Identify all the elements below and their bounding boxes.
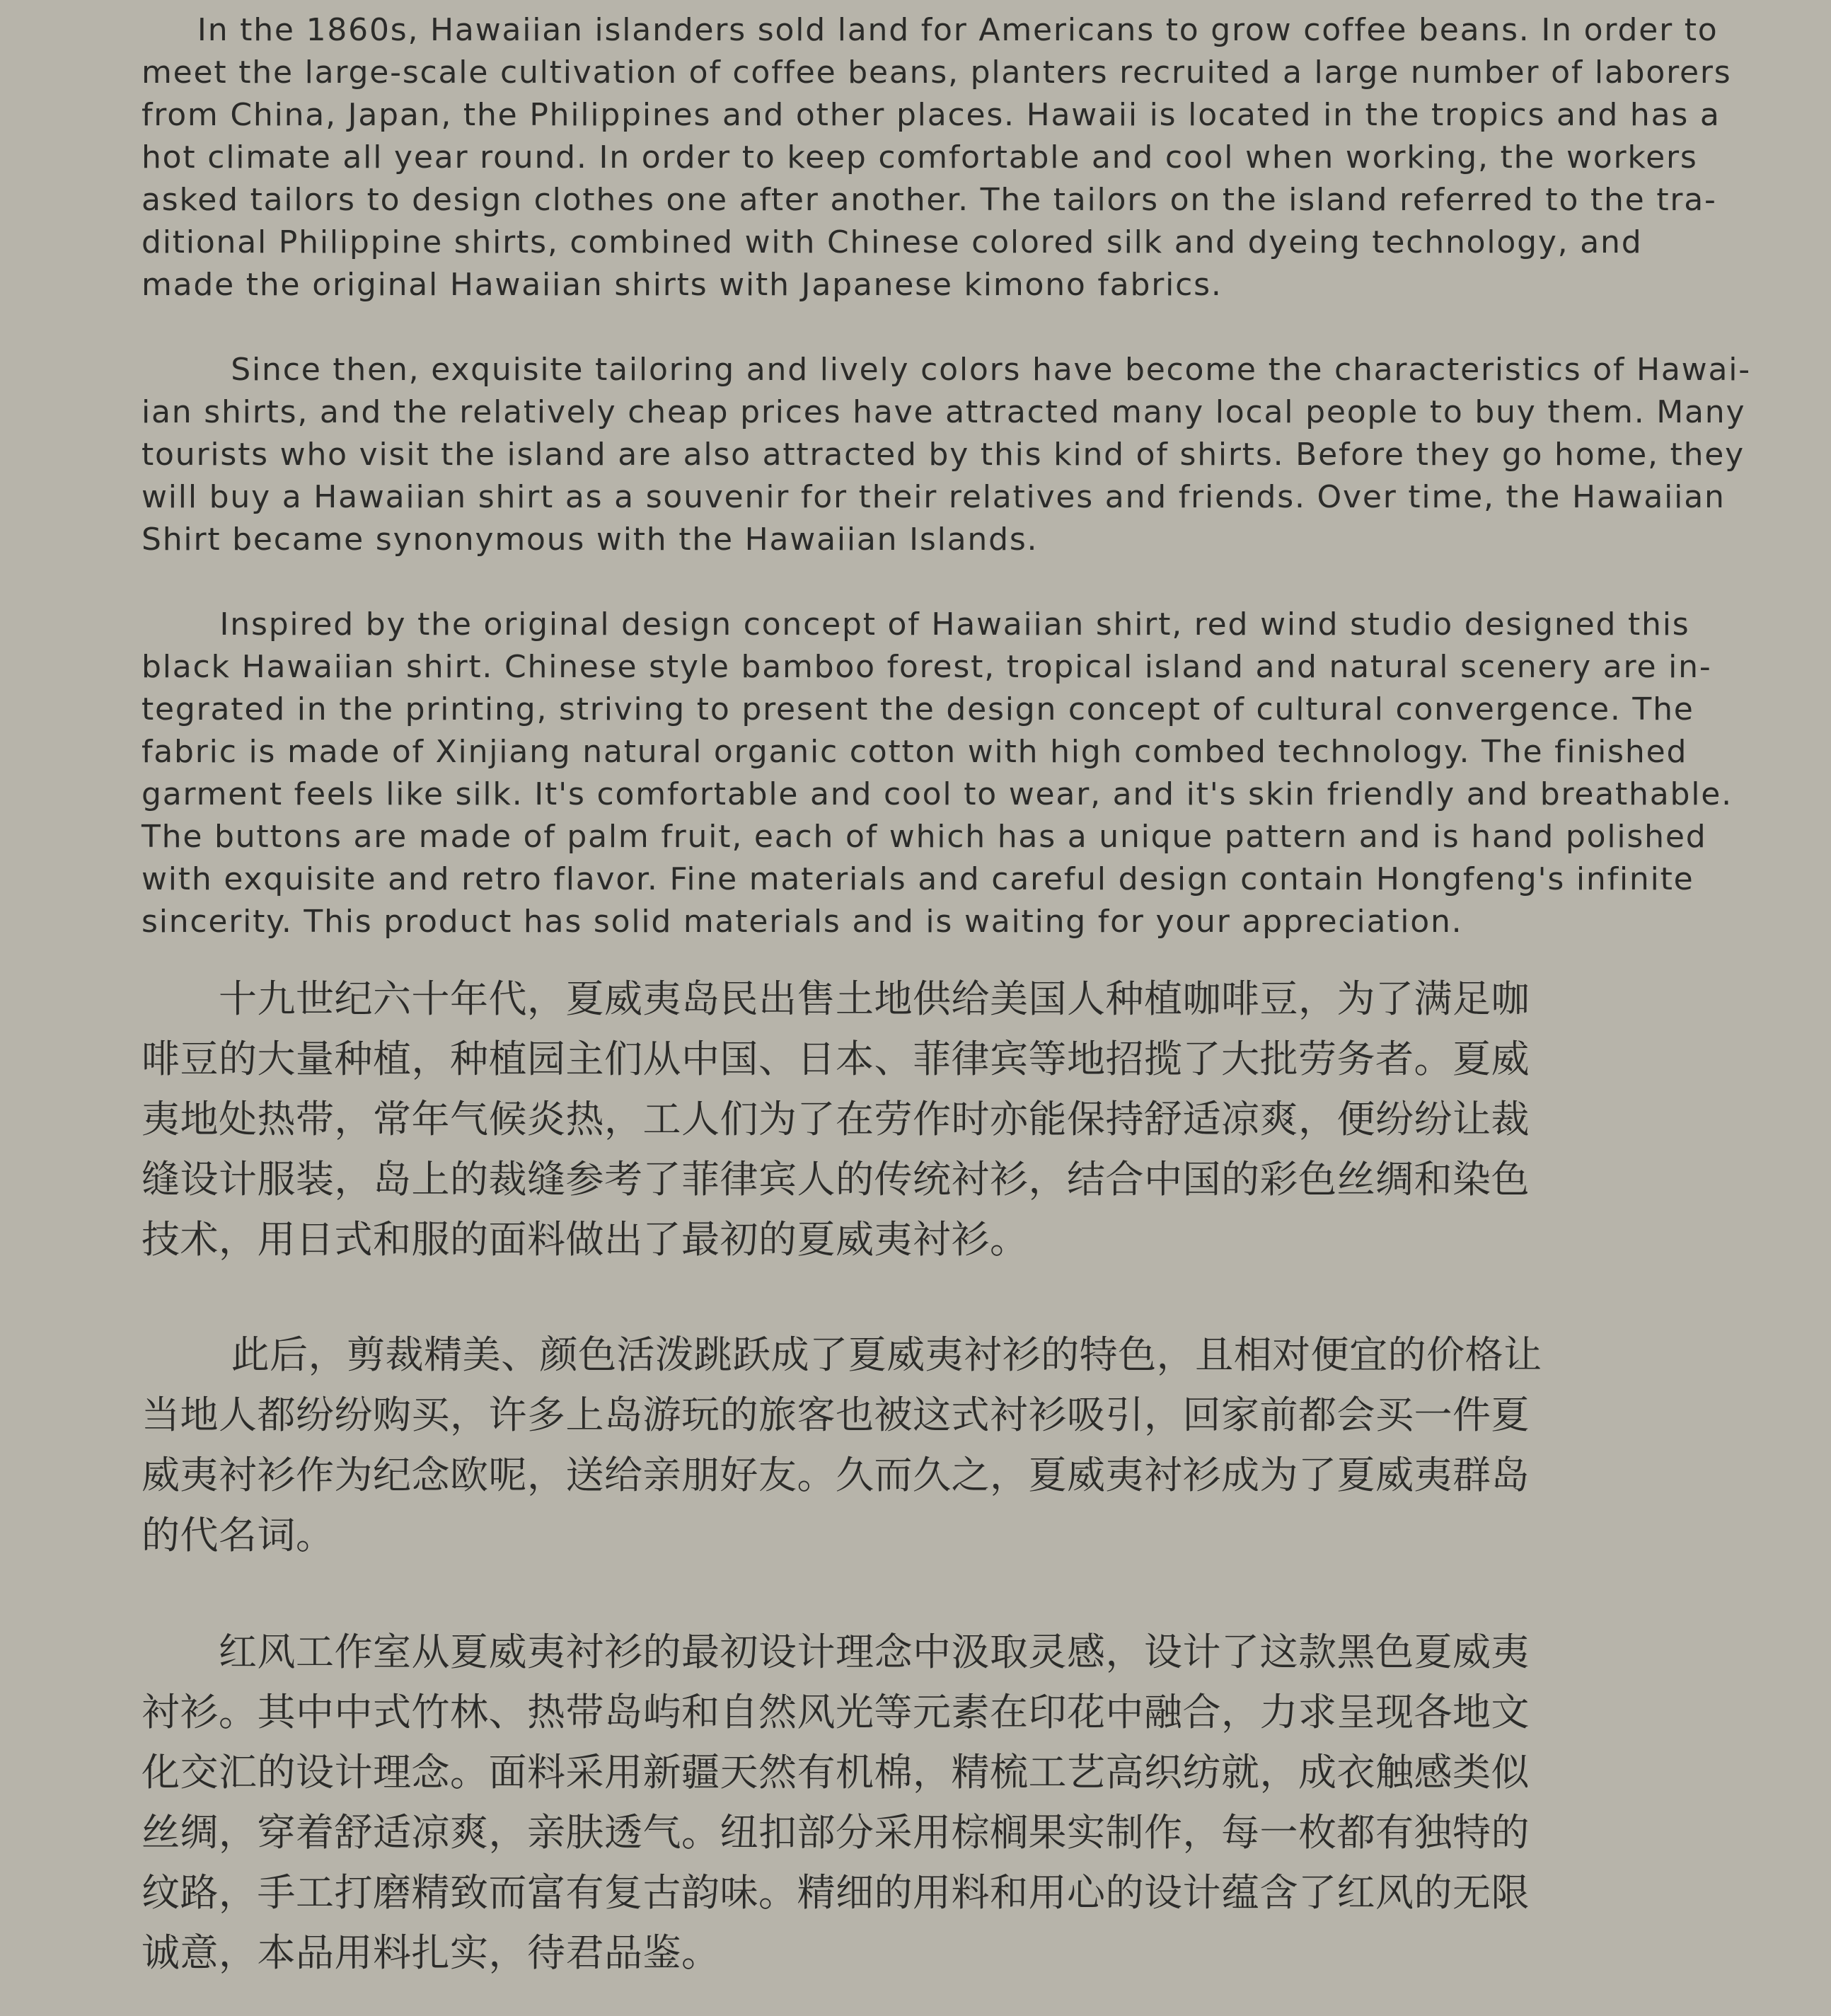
- text-line: ditional Philippine shirts, combined with Chinese colored silk and dyeing technology, and: [141, 224, 1643, 260]
- text-line: 夷地处热带，常年气候炎热，工人们为了在劳作时亦能保持舒适凉爽，便纷纷让裁: [141, 1097, 1530, 1141]
- text-line: 纹路，手工打磨精致而富有复古韵味。精细的用料和用心的设计蕴含了红风的无限: [141, 1870, 1530, 1915]
- text-line: sincerity. This product has solid materials and is waiting for your appreciation.: [141, 904, 1463, 940]
- text-line: hot climate all year round. In order to keep comfortable and cool when working, the workers: [141, 139, 1698, 175]
- text-line: 当地人都纷纷购买，许多上岛游玩的旅客也被这式衬衫吸引，回家前都会买一件夏: [141, 1393, 1530, 1437]
- english-paragraph-characteristics: [141, 349, 1751, 561]
- english-paragraph-product: [141, 604, 1733, 943]
- text-line: meet the large-scale cultivation of coffee beans, planters recruited a large number of laborers: [141, 54, 1732, 91]
- text-line: with exquisite and retro flavor. Fine materials and careful design contain Hongfeng's infinite: [141, 861, 1694, 897]
- chinese-paragraph-product: [141, 1622, 1530, 1983]
- text-line: 衬衫。其中中式竹林、热带岛屿和自然风光等元素在印花中融合，力求呈现各地文: [141, 1690, 1530, 1734]
- chinese-paragraph-history: [141, 969, 1530, 1269]
- text-line: Since then, exquisite tailoring and lively colors have become the characteristics of Hawai-: [141, 352, 1751, 388]
- text-line: from China, Japan, the Philippines and other places. Hawaii is located in the tropics and has a: [141, 97, 1721, 133]
- text-line: 十九世纪六十年代，夏威夷岛民出售土地供给美国人种植咖啡豆，为了满足咖: [141, 977, 1530, 1021]
- text-line: tegrated in the printing, striving to present the design concept of cultural convergence. The: [141, 691, 1694, 727]
- text-line: 化交汇的设计理念。面料采用新疆天然有机棉，精梳工艺高织纺就，成衣触感类似: [141, 1750, 1530, 1795]
- text-line: 威夷衬衫作为纪念欧呢，送给亲朋好友。久而久之，夏威夷衬衫成为了夏威夷群岛: [141, 1453, 1530, 1497]
- chinese-paragraph-characteristics: [141, 1325, 1542, 1565]
- text-line: 的代名词。: [141, 1513, 335, 1557]
- text-line: 此后，剪裁精美、颜色活泼跳跃成了夏威夷衬衫的特色，且相对便宜的价格让: [141, 1332, 1542, 1377]
- english-paragraph-history: [141, 9, 1732, 306]
- text-line: Inspired by the original design concept of Hawaiian shirt, red wind studio designed this: [141, 606, 1690, 643]
- text-line: ian shirts, and the relatively cheap prices have attracted many local people to buy them. Many: [141, 394, 1746, 430]
- text-line: The buttons are made of palm fruit, each of which has a unique pattern and is hand polished: [141, 819, 1707, 855]
- text-line: asked tailors to design clothes one after another. The tailors on the island referred to the tra-: [141, 182, 1717, 218]
- text-line: 红风工作室从夏威夷衬衫的最初设计理念中汲取灵感，设计了这款黑色夏威夷: [141, 1630, 1530, 1674]
- text-line: fabric is made of Xinjiang natural organic cotton with high combed technology. The finished: [141, 734, 1688, 770]
- text-line: black Hawaiian shirt. Chinese style bamboo forest, tropical island and natural scenery are in-: [141, 649, 1712, 685]
- text-line: tourists who visit the island are also attracted by this kind of shirts. Before they go home, they: [141, 437, 1745, 473]
- text-line: will buy a Hawaiian shirt as a souvenir for their relatives and friends. Over time, the Hawaiian: [141, 479, 1726, 515]
- text-line: 技术，用日式和服的面料做出了最初的夏威夷衬衫。: [141, 1217, 1029, 1262]
- text-line: 啡豆的大量种植，种植园主们从中国、日本、菲律宾等地招揽了大批劳务者。夏威: [141, 1037, 1530, 1081]
- text-line: 诚意，本品用料扎实，待君品鉴。: [141, 1930, 720, 1975]
- text-line: 缝设计服装，岛上的裁缝参考了菲律宾人的传统衬衫，结合中国的彩色丝绸和染色: [141, 1157, 1530, 1202]
- text-line: made the original Hawaiian shirts with Japanese kimono fabrics.: [141, 267, 1223, 303]
- text-line: In the 1860s, Hawaiian islanders sold land for Americans to grow coffee beans. In order to: [141, 12, 1719, 48]
- text-line: garment feels like silk. It's comfortable and cool to wear, and it's skin friendly and breathable.: [141, 776, 1733, 812]
- text-line: Shirt became synonymous with the Hawaiian Islands.: [141, 522, 1039, 558]
- text-line: 丝绸，穿着舒适凉爽，亲肤透气。纽扣部分采用棕榈果实制作，每一枚都有独特的: [141, 1810, 1530, 1855]
